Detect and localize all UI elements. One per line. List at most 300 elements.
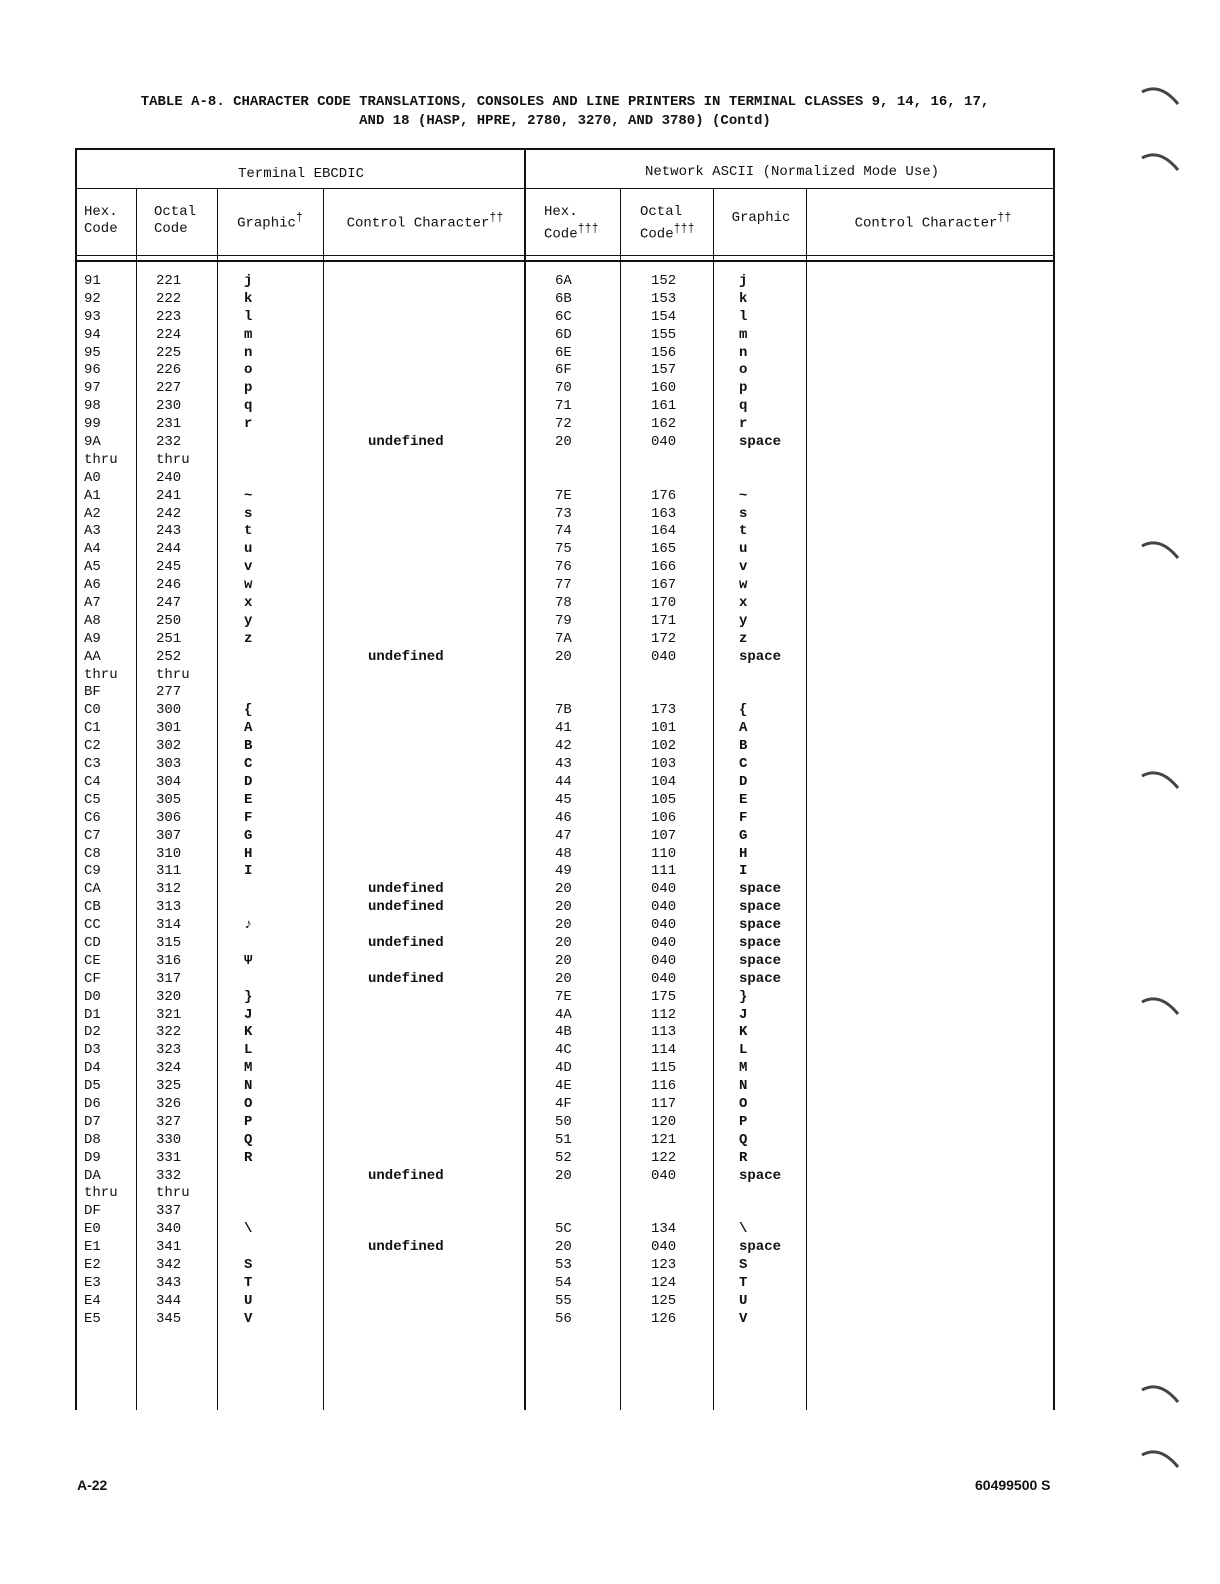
cell-hex: AA xyxy=(84,648,101,665)
cell-agraphic xyxy=(739,1203,781,1221)
cell-hex: BF xyxy=(84,684,101,701)
cell-agraphic: H xyxy=(739,845,748,862)
binder-hole-mark xyxy=(1140,766,1180,796)
cell-control xyxy=(368,738,444,756)
cell-agraphic: E xyxy=(739,791,748,808)
cell-aoct: 161 xyxy=(651,398,677,415)
cell-control xyxy=(368,1293,444,1311)
cell-graphic: t xyxy=(244,523,253,540)
footnote-mark-double: †† xyxy=(489,211,504,225)
cell-graphic: k xyxy=(244,290,253,307)
cell-agraphic: z xyxy=(739,630,748,647)
cell-oct: 304 xyxy=(156,773,182,790)
cell-ahex: 41 xyxy=(555,720,572,737)
cell-aoct: 103 xyxy=(651,756,677,773)
cell-aoct: 121 xyxy=(651,1131,677,1148)
cell-control: undefined xyxy=(368,648,444,665)
cell-control xyxy=(368,1150,444,1168)
column-graphic xyxy=(244,273,252,1329)
cell-oct: 321 xyxy=(156,1006,182,1023)
cell-hex: C1 xyxy=(84,720,101,737)
cell-control xyxy=(368,720,444,738)
cell-aoct: 104 xyxy=(651,773,677,790)
cell-ahex: 75 xyxy=(555,541,572,558)
cell-hex: D2 xyxy=(84,1024,101,1041)
cell-graphic: T xyxy=(244,1274,253,1291)
cell-aoct: 040 xyxy=(651,1167,677,1184)
cell-agraphic xyxy=(739,470,781,488)
cell-control xyxy=(368,917,444,935)
cell-aoct xyxy=(651,470,676,488)
cell-ahex: 49 xyxy=(555,863,572,880)
cell-oct: 224 xyxy=(156,326,182,343)
cell-oct: 223 xyxy=(156,308,182,325)
cell-control xyxy=(368,488,444,506)
cell-graphic: y xyxy=(244,612,253,629)
cell-control xyxy=(368,577,444,595)
cell-ahex: 78 xyxy=(555,595,572,612)
cell-hex: D3 xyxy=(84,1042,101,1059)
cell-graphic xyxy=(244,971,252,989)
cell-hex: CA xyxy=(84,881,101,898)
cell-oct: 317 xyxy=(156,970,182,987)
cell-agraphic: C xyxy=(739,756,748,773)
cell-control: undefined xyxy=(368,1167,444,1184)
cell-ahex: 43 xyxy=(555,756,572,773)
cell-agraphic: n xyxy=(739,344,748,361)
cell-control xyxy=(368,810,444,828)
cell-graphic: p xyxy=(244,380,253,397)
cell-oct: 246 xyxy=(156,577,182,594)
cell-aoct: 114 xyxy=(651,1042,677,1059)
cell-graphic xyxy=(244,649,252,667)
cell-ahex xyxy=(555,684,572,702)
cell-ahex: 7B xyxy=(555,702,572,719)
cell-oct: thru xyxy=(156,451,190,468)
cell-ahex: 6A xyxy=(555,273,572,289)
cell-agraphic: o xyxy=(739,362,748,379)
cell-ahex: 20 xyxy=(555,648,572,665)
cell-ahex: 42 xyxy=(555,738,572,755)
cell-aoct xyxy=(651,1185,676,1203)
cell-hex: thru xyxy=(84,666,118,683)
cell-control xyxy=(368,792,444,810)
cell-graphic: S xyxy=(244,1256,253,1273)
cell-oct: 316 xyxy=(156,952,182,969)
cell-graphic: s xyxy=(244,505,253,522)
cell-control: undefined xyxy=(368,934,444,951)
cell-graphic: v xyxy=(244,559,253,576)
cell-hex: C9 xyxy=(84,863,101,880)
footnote-mark-triple: ††† xyxy=(577,222,599,236)
cell-aoct: 040 xyxy=(651,952,677,969)
binder-hole-mark xyxy=(1140,536,1180,566)
cell-control xyxy=(368,613,444,631)
binder-hole-mark xyxy=(1140,148,1180,178)
cell-ahex: 4F xyxy=(555,1095,572,1112)
cell-hex: 9A xyxy=(84,434,101,451)
cell-ahex: 56 xyxy=(555,1310,572,1327)
cell-oct: 324 xyxy=(156,1060,182,1077)
cell-control xyxy=(368,989,444,1007)
cell-control xyxy=(368,684,444,702)
col-header-ascii-octal-code-text: Octal Code xyxy=(640,204,683,243)
cell-aoct: 162 xyxy=(651,416,677,433)
cell-oct: 330 xyxy=(156,1131,182,1148)
cell-hex: D4 xyxy=(84,1060,101,1077)
cell-control xyxy=(368,452,444,470)
cell-agraphic: O xyxy=(739,1095,748,1112)
cell-hex: E2 xyxy=(84,1256,101,1273)
cell-ahex: 7A xyxy=(555,630,572,647)
cell-control xyxy=(368,1221,444,1239)
cell-control: undefined xyxy=(368,434,444,451)
cell-oct: 341 xyxy=(156,1239,182,1256)
cell-hex: A3 xyxy=(84,523,101,540)
cell-oct: 323 xyxy=(156,1042,182,1059)
cell-oct: 243 xyxy=(156,523,182,540)
cell-ahex: 4C xyxy=(555,1042,572,1059)
cell-graphic: K xyxy=(244,1024,253,1041)
cell-control xyxy=(368,631,444,649)
cell-aoct: 112 xyxy=(651,1006,677,1023)
cell-graphic xyxy=(244,1168,252,1186)
cell-hex: A2 xyxy=(84,505,101,522)
cell-agraphic: k xyxy=(739,290,748,307)
cell-graphic: N xyxy=(244,1078,253,1095)
cell-ahex: 20 xyxy=(555,434,572,451)
cell-oct: 302 xyxy=(156,738,182,755)
cell-agraphic: space xyxy=(739,952,782,969)
cell-oct: 231 xyxy=(156,416,182,433)
cell-agraphic: space xyxy=(739,1167,782,1184)
cell-hex: E5 xyxy=(84,1310,101,1327)
cell-ahex: 6E xyxy=(555,344,572,361)
cell-aoct: 124 xyxy=(651,1274,677,1291)
cell-oct: 320 xyxy=(156,988,182,1005)
cell-hex: A4 xyxy=(84,541,101,558)
cell-agraphic: F xyxy=(739,809,748,826)
col-header-ascii-control-character-text: Control Character xyxy=(854,215,998,232)
cell-graphic: ♪ xyxy=(244,917,253,934)
cell-hex: D1 xyxy=(84,1006,101,1023)
column-ascii-hex-code xyxy=(555,273,572,1329)
cell-hex: thru xyxy=(84,1185,118,1202)
cell-hex: D8 xyxy=(84,1131,101,1148)
cell-hex: CD xyxy=(84,934,101,951)
cell-hex: D6 xyxy=(84,1095,101,1112)
cell-graphic: G xyxy=(244,827,253,844)
cell-agraphic: v xyxy=(739,559,748,576)
cell-ahex: 20 xyxy=(555,970,572,987)
cell-oct: 230 xyxy=(156,398,182,415)
cell-graphic: M xyxy=(244,1060,253,1077)
cell-agraphic: \ xyxy=(739,1221,748,1238)
cell-ahex: 20 xyxy=(555,952,572,969)
cell-agraphic: D xyxy=(739,773,748,790)
cell-ahex: 6B xyxy=(555,290,572,307)
binder-hole-mark xyxy=(1140,82,1180,112)
col-header-graphic-text: Graphic xyxy=(237,215,296,232)
cell-graphic: j xyxy=(244,273,253,289)
cell-graphic xyxy=(244,434,252,452)
cell-graphic: E xyxy=(244,791,253,808)
footnote-mark-single: † xyxy=(295,211,303,225)
cell-agraphic: space xyxy=(739,434,782,451)
cell-aoct: 040 xyxy=(651,434,677,451)
cell-oct: 331 xyxy=(156,1149,182,1166)
cell-aoct: 102 xyxy=(651,738,677,755)
cell-graphic xyxy=(244,1239,252,1257)
cell-agraphic: s xyxy=(739,505,748,522)
cell-graphic: r xyxy=(244,416,253,433)
cell-oct: 325 xyxy=(156,1078,182,1095)
cell-control xyxy=(368,506,444,524)
cell-control xyxy=(368,774,444,792)
cell-oct: 222 xyxy=(156,290,182,307)
cell-ahex: 54 xyxy=(555,1274,572,1291)
cell-hex: A0 xyxy=(84,469,101,486)
cell-hex: CE xyxy=(84,952,101,969)
cell-aoct: 116 xyxy=(651,1078,677,1095)
cell-graphic xyxy=(244,935,252,953)
column-control-character xyxy=(368,273,444,1329)
cell-hex: 95 xyxy=(84,344,101,361)
cell-oct: 240 xyxy=(156,469,182,486)
cell-aoct: 040 xyxy=(651,1239,677,1256)
cell-graphic: C xyxy=(244,756,253,773)
table-title-line-2: AND 18 (HASP, HPRE, 2780, 3270, AND 3780) (Contd) xyxy=(359,113,771,129)
cell-oct: 310 xyxy=(156,845,182,862)
cell-aoct: 164 xyxy=(651,523,677,540)
cell-ahex: 79 xyxy=(555,612,572,629)
cell-graphic xyxy=(244,1203,252,1221)
cell-aoct: 134 xyxy=(651,1221,677,1238)
cell-ahex: 20 xyxy=(555,1239,572,1256)
cell-aoct xyxy=(651,1203,676,1221)
cell-ahex: 20 xyxy=(555,899,572,916)
cell-hex: D9 xyxy=(84,1149,101,1166)
cell-hex: 94 xyxy=(84,326,101,343)
cell-ahex xyxy=(555,1185,572,1203)
cell-hex: A7 xyxy=(84,595,101,612)
cell-ahex: 47 xyxy=(555,827,572,844)
cell-oct: 277 xyxy=(156,684,182,701)
cell-agraphic: M xyxy=(739,1060,748,1077)
cell-oct: 245 xyxy=(156,559,182,576)
cell-ahex: 70 xyxy=(555,380,572,397)
col-header-ascii-hex-code xyxy=(544,204,620,244)
cell-ahex xyxy=(555,667,572,685)
cell-agraphic: R xyxy=(739,1149,748,1166)
cell-aoct: 172 xyxy=(651,630,677,647)
cell-aoct: 040 xyxy=(651,648,677,665)
cell-graphic xyxy=(244,899,252,917)
cell-agraphic: V xyxy=(739,1310,748,1327)
cell-agraphic: Q xyxy=(739,1131,748,1148)
cell-ahex: 77 xyxy=(555,577,572,594)
cell-control xyxy=(368,953,444,971)
cell-hex: DA xyxy=(84,1167,101,1184)
cell-oct: 312 xyxy=(156,881,182,898)
cell-hex: C5 xyxy=(84,791,101,808)
cell-oct: 327 xyxy=(156,1113,182,1130)
cell-agraphic: l xyxy=(739,308,748,325)
cell-agraphic: { xyxy=(739,702,748,719)
cell-aoct: 126 xyxy=(651,1310,677,1327)
cell-ahex: 52 xyxy=(555,1149,572,1166)
cell-aoct: 166 xyxy=(651,559,677,576)
cell-agraphic: B xyxy=(739,738,748,755)
cell-graphic: O xyxy=(244,1095,253,1112)
cell-control: undefined xyxy=(368,970,444,987)
cell-oct: 311 xyxy=(156,863,182,880)
cell-agraphic: U xyxy=(739,1292,748,1309)
cell-graphic: L xyxy=(244,1042,253,1059)
cell-oct: 313 xyxy=(156,899,182,916)
cell-control xyxy=(368,559,444,577)
col-header-control-character xyxy=(326,210,524,233)
cell-agraphic: ~ xyxy=(739,487,748,504)
cell-ahex: 4A xyxy=(555,1006,572,1023)
col-header-ascii-control-character xyxy=(808,210,1058,233)
footnote-mark-double-2: †† xyxy=(997,211,1012,225)
cell-hex: A6 xyxy=(84,577,101,594)
table-title xyxy=(60,93,1070,131)
cell-agraphic: q xyxy=(739,398,748,415)
cell-oct: 225 xyxy=(156,344,182,361)
cell-ahex xyxy=(555,1203,572,1221)
cell-control xyxy=(368,756,444,774)
cell-aoct: 113 xyxy=(651,1024,677,1041)
cell-agraphic: space xyxy=(739,899,782,916)
cell-graphic: { xyxy=(244,702,253,719)
cell-ahex: 46 xyxy=(555,809,572,826)
cell-control xyxy=(368,309,444,327)
cell-aoct: 123 xyxy=(651,1256,677,1273)
cell-agraphic: w xyxy=(739,577,748,594)
cell-oct: 315 xyxy=(156,934,182,951)
cell-ahex: 20 xyxy=(555,917,572,934)
cell-graphic xyxy=(244,667,252,685)
group-header-network-ascii: Network ASCII (Normalized Mode Use) xyxy=(644,164,940,180)
cell-agraphic: j xyxy=(739,273,748,289)
cell-aoct: 105 xyxy=(651,791,677,808)
col-header-ascii-octal-code xyxy=(640,204,714,244)
cell-graphic: u xyxy=(244,541,253,558)
cell-oct: 332 xyxy=(156,1167,182,1184)
cell-oct: 307 xyxy=(156,827,182,844)
cell-aoct: 173 xyxy=(651,702,677,719)
cell-control xyxy=(368,470,444,488)
table-title-line-1: TABLE A-8. CHARACTER CODE TRANSLATIONS, CONSOLES AND LINE PRINTERS IN TERMINAL CLASSES 9, 14, 16, 17, xyxy=(140,94,990,110)
cell-aoct: 040 xyxy=(651,881,677,898)
binder-hole-mark xyxy=(1140,992,1180,1022)
cell-control xyxy=(368,1132,444,1150)
cell-hex: 99 xyxy=(84,416,101,433)
cell-aoct: 176 xyxy=(651,487,677,504)
cell-graphic: J xyxy=(244,1006,253,1023)
cell-aoct: 167 xyxy=(651,577,677,594)
cell-hex: CF xyxy=(84,970,101,987)
cell-graphic: I xyxy=(244,863,253,880)
cell-hex: E4 xyxy=(84,1292,101,1309)
cell-graphic: q xyxy=(244,398,253,415)
cell-hex: E3 xyxy=(84,1274,101,1291)
cell-ahex: 44 xyxy=(555,773,572,790)
cell-ahex: 4E xyxy=(555,1078,572,1095)
cell-control xyxy=(368,1114,444,1132)
cell-agraphic: S xyxy=(739,1256,748,1273)
cell-hex: A8 xyxy=(84,612,101,629)
cell-agraphic: space xyxy=(739,934,782,951)
cell-aoct: 040 xyxy=(651,917,677,934)
cell-ahex: 72 xyxy=(555,416,572,433)
cell-agraphic: A xyxy=(739,720,748,737)
cell-aoct xyxy=(651,684,676,702)
cell-ahex: 51 xyxy=(555,1131,572,1148)
cell-hex: C7 xyxy=(84,827,101,844)
cell-ahex: 6D xyxy=(555,326,572,343)
group-header-terminal-ebcdic: Terminal EBCDIC xyxy=(237,166,365,182)
cell-agraphic: K xyxy=(739,1024,748,1041)
cell-agraphic: u xyxy=(739,541,748,558)
cell-graphic: w xyxy=(244,577,253,594)
cell-aoct: 157 xyxy=(651,362,677,379)
cell-oct: 250 xyxy=(156,612,182,629)
cell-aoct: 120 xyxy=(651,1113,677,1130)
cell-aoct: 153 xyxy=(651,290,677,307)
cell-ahex xyxy=(555,470,572,488)
cell-aoct: 106 xyxy=(651,809,677,826)
column-hex-code xyxy=(84,273,118,1329)
cell-graphic xyxy=(244,881,252,899)
cell-oct: 337 xyxy=(156,1203,182,1220)
footnote-mark-triple-2: ††† xyxy=(673,222,695,236)
cell-aoct: 163 xyxy=(651,505,677,522)
cell-aoct: 125 xyxy=(651,1292,677,1309)
cell-hex: 92 xyxy=(84,290,101,307)
cell-graphic: l xyxy=(244,308,253,325)
col-header-graphic xyxy=(218,210,322,233)
cell-control xyxy=(368,595,444,613)
cell-ahex: 4D xyxy=(555,1060,572,1077)
cell-control xyxy=(368,1257,444,1275)
cell-oct: 301 xyxy=(156,720,182,737)
cell-oct: 227 xyxy=(156,380,182,397)
cell-oct: 244 xyxy=(156,541,182,558)
cell-control xyxy=(368,1007,444,1025)
cell-control xyxy=(368,828,444,846)
cell-agraphic: space xyxy=(739,917,782,934)
cell-control xyxy=(368,380,444,398)
cell-ahex: 7E xyxy=(555,487,572,504)
cell-oct: 314 xyxy=(156,917,182,934)
cell-ahex: 20 xyxy=(555,1167,572,1184)
cell-control xyxy=(368,362,444,380)
cell-oct: 342 xyxy=(156,1256,182,1273)
col-header-octal-code: Octal Code xyxy=(154,204,197,237)
cell-graphic: H xyxy=(244,845,253,862)
cell-aoct: 154 xyxy=(651,308,677,325)
cell-oct: 226 xyxy=(156,362,182,379)
cell-control: undefined xyxy=(368,1239,444,1256)
cell-control: undefined xyxy=(368,881,444,898)
cell-hex: D0 xyxy=(84,988,101,1005)
cell-agraphic xyxy=(739,452,781,470)
cell-graphic: Ψ xyxy=(244,952,253,969)
cell-hex: thru xyxy=(84,451,118,468)
